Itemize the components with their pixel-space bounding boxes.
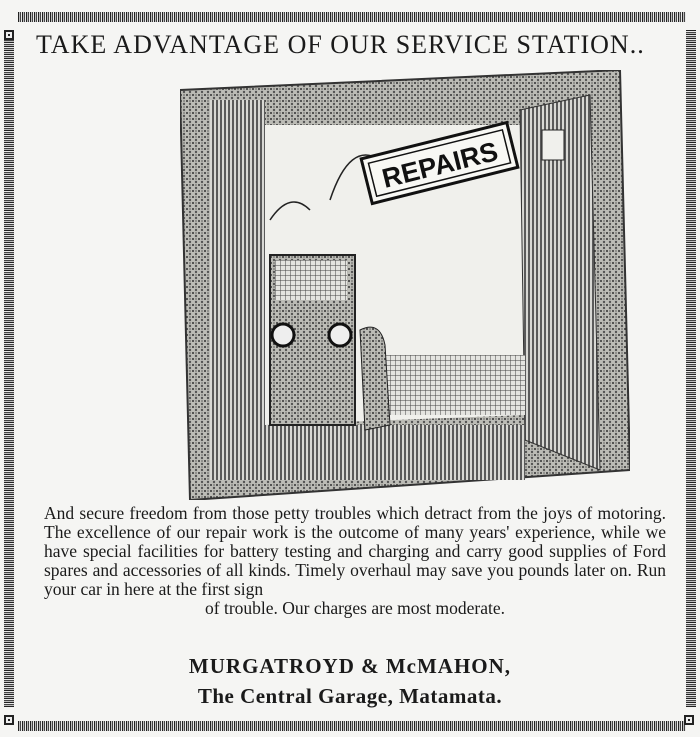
body-line: save you pounds later on. Run your car in here at the first sign (44, 560, 666, 599)
corner-ornament-icon (684, 715, 694, 725)
headline: TAKE ADVANTAGE OF OUR SERVICE STATION.. (36, 30, 645, 59)
decorative-border-left (4, 30, 14, 707)
decorative-border-right (686, 30, 696, 707)
body-line: And secure freedom from those petty troubles which detract (44, 503, 472, 523)
firm-name: MURGATROYD & McMAHON, (188, 654, 512, 678)
corner-ornament-icon (4, 30, 14, 40)
repairs-sign-text: REPAIRS (379, 136, 501, 194)
corner-ornament-icon (4, 715, 14, 725)
decorative-border-top (18, 12, 686, 22)
decorative-border-bottom (18, 721, 686, 731)
body-line: the outcome of many years' experience, while we have special (44, 522, 666, 561)
body-line: of Ford spares and accessories of all kinds. Timely overhaul may (44, 541, 667, 580)
body-line: facilities for battery testing and charging and carry good supplies (137, 541, 607, 561)
body-line: from the joys of motoring. The excellence of our repair work is (44, 503, 667, 542)
garage-with-car-illustration (180, 70, 630, 500)
body-line: of trouble. Our charges are most moderate. (205, 598, 505, 618)
body-copy (44, 504, 666, 618)
firm-location: The Central Garage, Matamata. (197, 684, 503, 708)
